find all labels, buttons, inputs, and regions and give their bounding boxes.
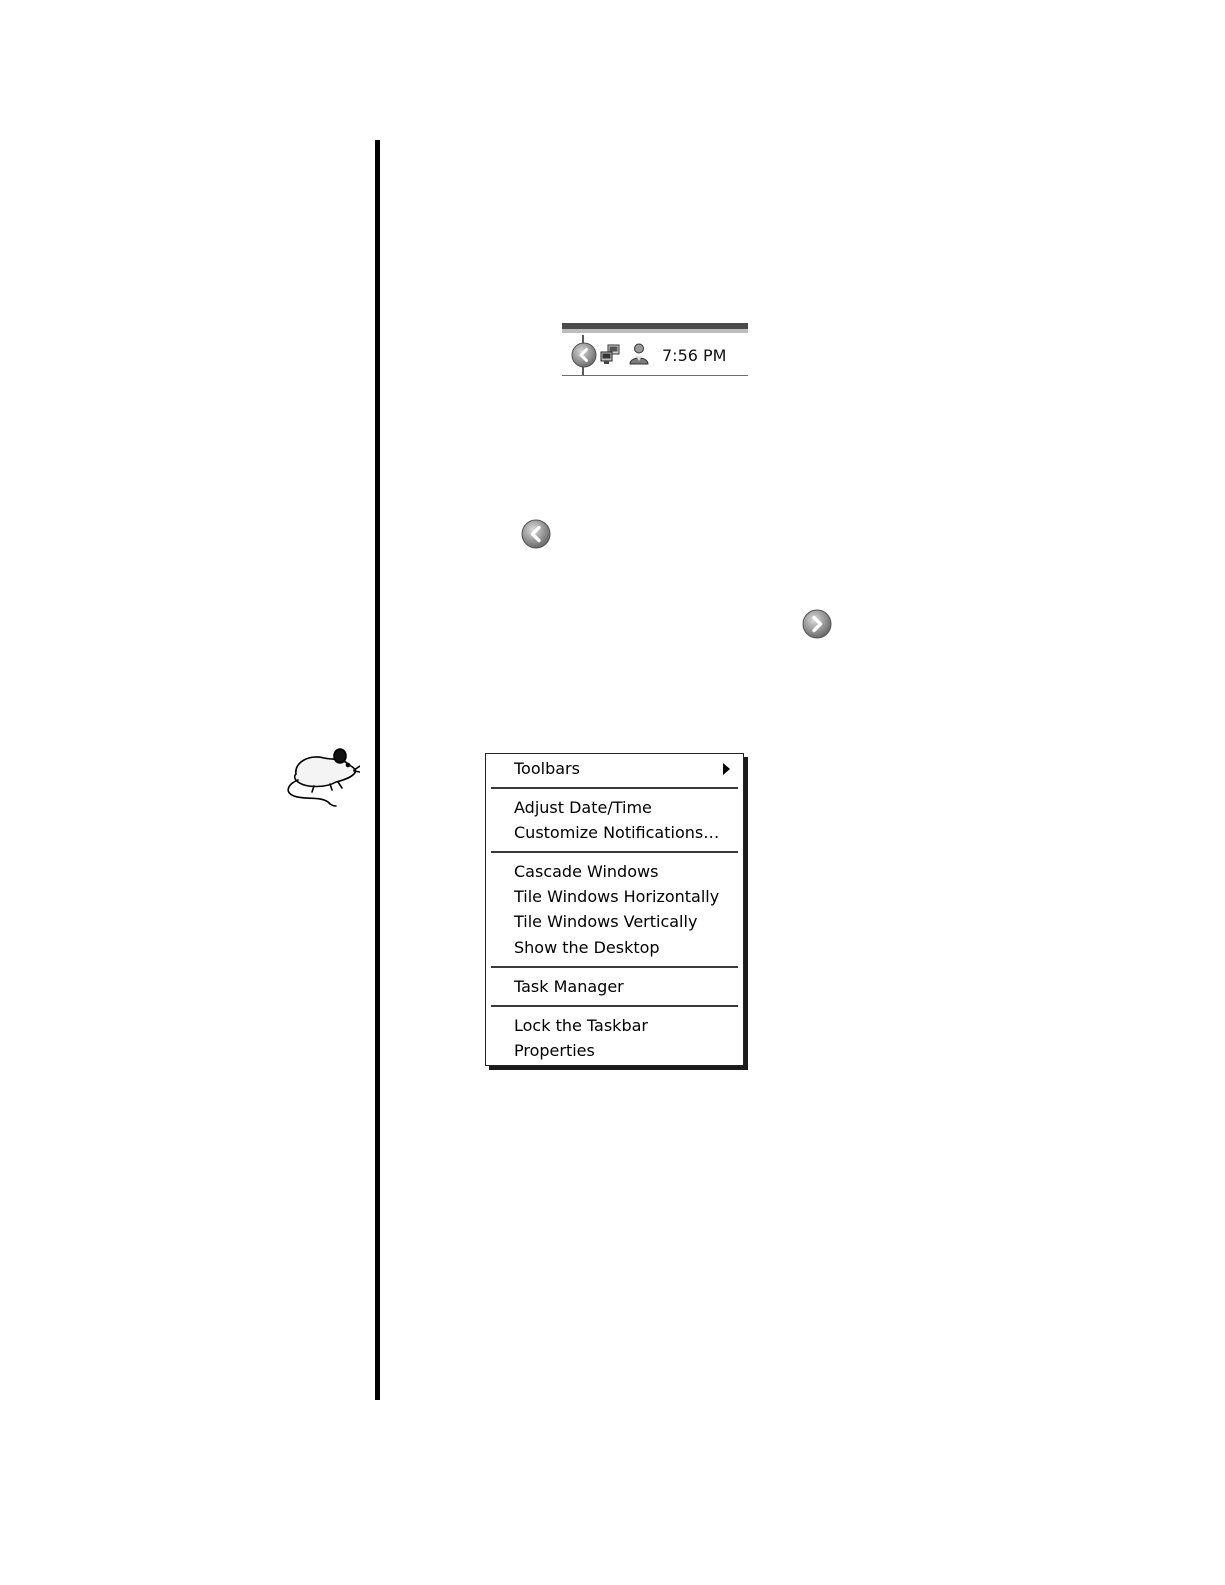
taskbar-context-menu bbox=[485, 753, 744, 1066]
menu-separator bbox=[491, 1005, 738, 1007]
chevron-right-icon bbox=[801, 608, 833, 640]
notification-area bbox=[562, 323, 748, 378]
network-connections-icon[interactable] bbox=[599, 344, 621, 366]
margin-rule bbox=[375, 140, 380, 1400]
menu-item-task-manager[interactable]: Task Manager bbox=[514, 977, 624, 996]
mouse-icon bbox=[280, 744, 360, 810]
chevron-left-icon bbox=[520, 518, 552, 550]
taskbar-edge-highlight bbox=[562, 329, 748, 333]
menu-item-show-desktop[interactable]: Show the Desktop bbox=[514, 938, 660, 957]
menu-item-cascade-windows[interactable]: Cascade Windows bbox=[514, 862, 659, 881]
messenger-user-icon[interactable] bbox=[627, 342, 651, 366]
menu-item-tile-horizontally[interactable]: Tile Windows Horizontally bbox=[514, 887, 720, 906]
menu-item-customize-notifications[interactable]: Customize Notifications… bbox=[514, 823, 720, 842]
menu-item-properties[interactable]: Properties bbox=[514, 1041, 595, 1060]
tray-clock[interactable]: 7:56 PM bbox=[662, 346, 727, 365]
menu-item-lock-taskbar[interactable]: Lock the Taskbar bbox=[514, 1016, 648, 1035]
menu-item-adjust-date-time[interactable]: Adjust Date/Time bbox=[514, 798, 652, 817]
tray-bottom-edge bbox=[562, 375, 748, 376]
menu-separator bbox=[491, 787, 738, 789]
menu-separator bbox=[491, 966, 738, 968]
menu-item-toolbars[interactable]: Toolbars bbox=[514, 759, 580, 778]
chevron-left-icon[interactable] bbox=[571, 342, 597, 368]
submenu-arrow-icon bbox=[723, 763, 730, 775]
menu-separator bbox=[491, 851, 738, 853]
menu-item-tile-vertically[interactable]: Tile Windows Vertically bbox=[514, 912, 698, 931]
